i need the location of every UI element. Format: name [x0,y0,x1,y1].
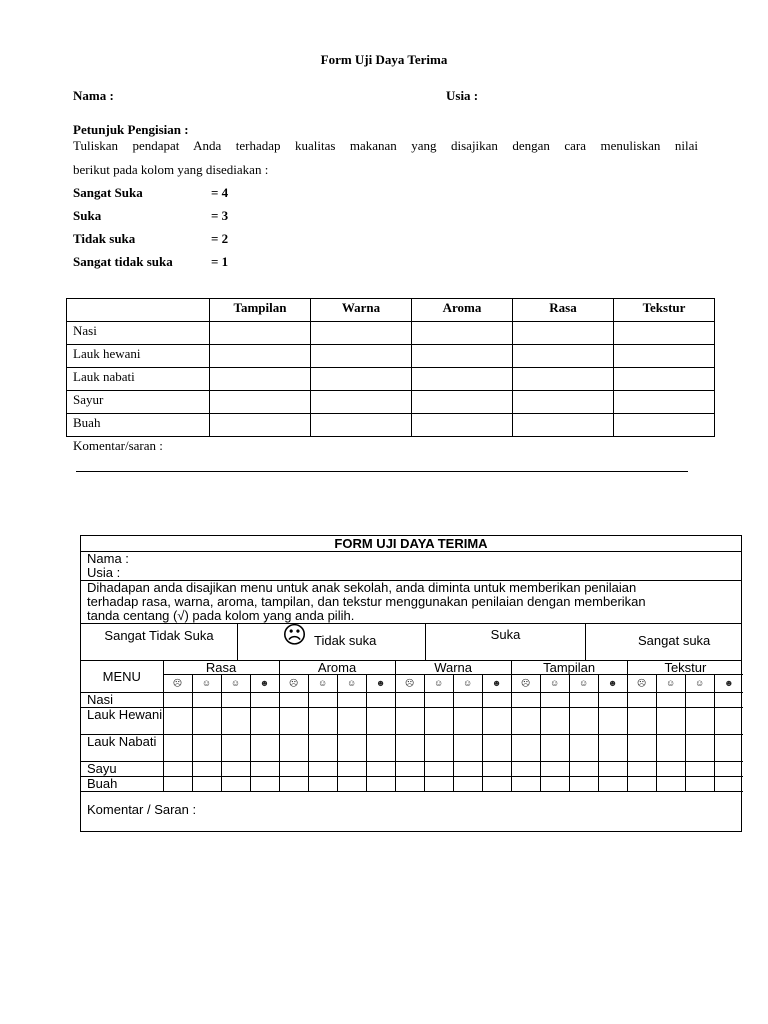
form1-instructions-line2: berikut pada kolom yang disediakan : [73,162,269,177]
rating-cell[interactable] [395,762,424,777]
rating-cell[interactable] [279,777,308,792]
face-icon: ☺ [656,675,685,693]
rating-cell[interactable] [308,777,337,792]
rating-cell[interactable] [569,693,598,708]
rating-cell[interactable] [424,777,453,792]
rating-cell[interactable] [540,735,569,762]
rating-cell[interactable] [210,322,311,345]
rating-cell[interactable] [395,708,424,735]
rating-cell[interactable] [221,708,250,735]
face-icon: ☺ [685,675,714,693]
face-icon: ☻ [598,675,627,693]
rating-cell[interactable] [395,777,424,792]
form1-col-header: Warna [311,299,412,322]
table-row [81,693,743,708]
row-label: Buah [67,414,210,437]
row-label: Nasi [67,322,210,345]
rating-cell[interactable] [656,762,685,777]
row-label: Lauk Hewani [81,708,163,735]
rating-cell[interactable] [513,345,614,368]
rating-cell[interactable] [424,762,453,777]
form2-instructions-line3: tanda centang (√) pada kolom yang anda pilih. [87,608,355,623]
face-icon: ☹ [511,675,540,693]
scale-value-4: = 4 [211,185,229,200]
form1-age-label: Usia : [446,88,479,103]
form2-name-age-row [81,552,741,581]
face-icon: ☹ [395,675,424,693]
rating-cell[interactable] [210,345,311,368]
rating-cell[interactable] [513,322,614,345]
rating-cell[interactable] [366,762,395,777]
form1-instructions-heading: Petunjuk Pengisian : [73,122,189,137]
rating-cell[interactable] [614,391,715,414]
rating-cell[interactable] [221,777,250,792]
form1-col-header: Aroma [412,299,513,322]
rating-cell[interactable] [540,693,569,708]
rating-cell[interactable] [250,735,279,762]
scale-label-4: Sangat Suka [73,185,143,200]
rating-cell[interactable] [513,391,614,414]
form2-attribute-row [81,661,743,675]
rating-cell[interactable] [366,708,395,735]
rating-cell[interactable] [598,777,627,792]
attribute-header: Rasa [163,661,279,675]
face-icon: ☺ [337,675,366,693]
rating-cell[interactable] [412,322,513,345]
row-label: Lauk nabati [67,368,210,391]
rating-cell[interactable] [366,693,395,708]
form1-header-row [67,299,715,322]
scale-very-dislike: Sangat Tidak Suka [81,624,238,660]
rating-cell[interactable] [163,777,192,792]
rating-cell[interactable] [250,762,279,777]
rating-cell[interactable] [598,735,627,762]
form2-instructions [81,581,741,624]
rating-cell[interactable] [453,735,482,762]
rating-cell[interactable] [513,368,614,391]
rating-cell[interactable] [210,368,311,391]
rating-cell[interactable] [614,368,715,391]
rating-cell[interactable] [308,735,337,762]
rating-cell[interactable] [308,708,337,735]
rating-cell[interactable] [614,322,715,345]
rating-cell[interactable] [569,735,598,762]
attribute-header: Warna [395,661,511,675]
rating-cell[interactable] [412,368,513,391]
rating-cell[interactable] [424,735,453,762]
table-row [67,414,715,437]
scale-very-like: Sangat suka [638,633,711,648]
rating-cell[interactable] [163,708,192,735]
form2-instructions-line2: terhadap rasa, warna, aroma, tampilan, dan tekstur menggunakan penilaian dengan memberikan [87,594,646,609]
rating-cell[interactable] [598,762,627,777]
table-row [67,322,715,345]
rating-cell[interactable] [685,777,714,792]
rating-cell[interactable] [656,777,685,792]
rating-cell[interactable] [424,693,453,708]
rating-cell[interactable] [412,391,513,414]
rating-cell[interactable] [511,777,540,792]
rating-cell[interactable] [412,414,513,437]
scale-value-2: = 2 [211,231,229,246]
row-label: Buah [81,777,163,792]
rating-cell[interactable] [308,762,337,777]
rating-cell[interactable] [482,777,511,792]
rating-cell[interactable] [453,777,482,792]
rating-cell[interactable] [627,762,656,777]
rating-cell[interactable] [569,762,598,777]
scale-label-2: Tidak suka [73,231,136,246]
row-label: Lauk Nabati [81,735,163,762]
rating-cell[interactable] [511,693,540,708]
table-row [81,708,743,735]
rating-cell[interactable] [540,762,569,777]
attribute-header: Aroma [279,661,395,675]
rating-cell[interactable] [656,708,685,735]
rating-cell[interactable] [337,693,366,708]
table-row [81,777,743,792]
rating-cell[interactable] [511,735,540,762]
rating-cell[interactable] [424,708,453,735]
rating-cell[interactable] [598,693,627,708]
rating-cell[interactable] [656,735,685,762]
rating-cell[interactable] [250,708,279,735]
rating-cell[interactable] [453,762,482,777]
form1-title: Form Uji Daya Terima [320,52,448,67]
table-row [81,762,743,777]
face-icon: ☺ [192,675,221,693]
rating-cell[interactable] [163,693,192,708]
face-icon: ☺ [221,675,250,693]
face-icon: ☺ [540,675,569,693]
face-icon: ☻ [714,675,743,693]
rating-cell[interactable] [685,708,714,735]
rating-cell[interactable] [453,708,482,735]
rating-cell[interactable] [192,762,221,777]
rating-cell[interactable] [337,735,366,762]
rating-cell[interactable] [569,708,598,735]
rating-cell[interactable] [540,777,569,792]
attribute-header: Tampilan [511,661,627,675]
form1-comment-line[interactable] [76,471,688,472]
rating-cell[interactable] [685,762,714,777]
rating-cell[interactable] [337,762,366,777]
form2-comment-label: Komentar / Saran : [87,802,197,817]
face-icon: ☺ [424,675,453,693]
face-icon: ☻ [482,675,511,693]
rating-cell[interactable] [482,762,511,777]
rating-cell[interactable] [311,414,412,437]
form1-col-header: Tampilan [210,299,311,322]
rating-cell[interactable] [366,777,395,792]
rating-cell[interactable] [714,693,743,708]
rating-cell[interactable] [511,762,540,777]
rating-cell[interactable] [685,693,714,708]
rating-cell[interactable] [656,693,685,708]
scale-dislike: Tidak suka [314,633,377,648]
rating-cell[interactable] [395,735,424,762]
rating-cell[interactable] [221,693,250,708]
form1-name-label: Nama : [73,88,114,103]
form2-instructions-line1: Dihadapan anda disajikan menu untuk anak sekolah, anda diminta untuk memberikan penilaian [87,580,637,595]
form1-instructions-line1: Tuliskan pendapat Anda terhadap kualitas makanan yang disajikan dengan cara menuliskan nilai [73,138,698,153]
rating-cell[interactable] [250,693,279,708]
rating-cell[interactable] [482,708,511,735]
rating-cell[interactable] [614,345,715,368]
row-label: Nasi [81,693,163,708]
rating-cell[interactable] [714,735,743,762]
form2-face-row [81,675,743,693]
rating-cell[interactable] [221,762,250,777]
scale-value-3: = 3 [211,208,229,223]
scale-like: Suka [425,624,586,660]
rating-cell[interactable] [627,777,656,792]
table-row [81,735,743,762]
form2-box [80,535,742,832]
rating-cell[interactable] [511,708,540,735]
face-icon: ☺ [308,675,337,693]
row-label: Sayu [81,762,163,777]
form1-rating-table [66,298,715,437]
rating-cell[interactable] [453,693,482,708]
rating-cell[interactable] [366,735,395,762]
rating-cell[interactable] [210,391,311,414]
rating-cell[interactable] [714,708,743,735]
rating-cell[interactable] [337,708,366,735]
form1-col-header: Rasa [513,299,614,322]
rating-cell[interactable] [221,735,250,762]
form1-col-header [67,299,210,322]
form2-rating-table [81,661,743,792]
face-icon: ☹ [163,675,192,693]
face-icon: ☻ [250,675,279,693]
menu-header: MENU [81,661,163,693]
rating-cell[interactable] [163,735,192,762]
neutral-face-icon: ☹ [282,622,308,649]
table-row [67,368,715,391]
rating-cell[interactable] [210,414,311,437]
rating-cell[interactable] [395,693,424,708]
form1-col-header: Tekstur [614,299,715,322]
rating-cell[interactable] [540,708,569,735]
face-icon: ☹ [627,675,656,693]
rating-cell[interactable] [308,693,337,708]
rating-cell[interactable] [163,762,192,777]
table-row [67,345,715,368]
rating-cell[interactable] [412,345,513,368]
face-icon: ☺ [569,675,598,693]
form2-title: FORM UJI DAYA TERIMA [81,536,741,552]
rating-cell[interactable] [627,708,656,735]
rating-cell[interactable] [279,693,308,708]
rating-cell[interactable] [598,708,627,735]
rating-cell[interactable] [685,735,714,762]
rating-cell[interactable] [192,693,221,708]
rating-cell[interactable] [482,735,511,762]
table-row [67,391,715,414]
rating-cell[interactable] [337,777,366,792]
rating-cell[interactable] [311,391,412,414]
rating-cell[interactable] [714,777,743,792]
rating-cell[interactable] [279,735,308,762]
rating-cell[interactable] [627,735,656,762]
form1-comment-label: Komentar/saran : [73,438,163,453]
scale-value-1: = 1 [211,254,229,269]
rating-cell[interactable] [714,762,743,777]
scale-label-3: Suka [73,208,102,223]
rating-cell[interactable] [279,708,308,735]
rating-cell[interactable] [279,762,308,777]
scale-label-1: Sangat tidak suka [73,254,173,269]
row-label: Lauk hewani [67,345,210,368]
rating-cell[interactable] [311,368,412,391]
rating-cell[interactable] [311,322,412,345]
rating-cell[interactable] [192,708,221,735]
form2-name-label: Nama : [87,551,129,566]
form2-scale-row [81,624,741,661]
rating-cell[interactable] [250,777,279,792]
attribute-header: Tekstur [627,661,743,675]
face-icon: ☺ [453,675,482,693]
rating-cell[interactable] [569,777,598,792]
row-label: Sayur [67,391,210,414]
rating-cell[interactable] [627,693,656,708]
rating-cell[interactable] [614,414,715,437]
face-icon: ☹ [279,675,308,693]
rating-cell[interactable] [311,345,412,368]
rating-cell[interactable] [513,414,614,437]
rating-cell[interactable] [482,693,511,708]
rating-cell[interactable] [192,777,221,792]
rating-cell[interactable] [192,735,221,762]
face-icon: ☻ [366,675,395,693]
form2-age-label: Usia : [87,565,121,580]
